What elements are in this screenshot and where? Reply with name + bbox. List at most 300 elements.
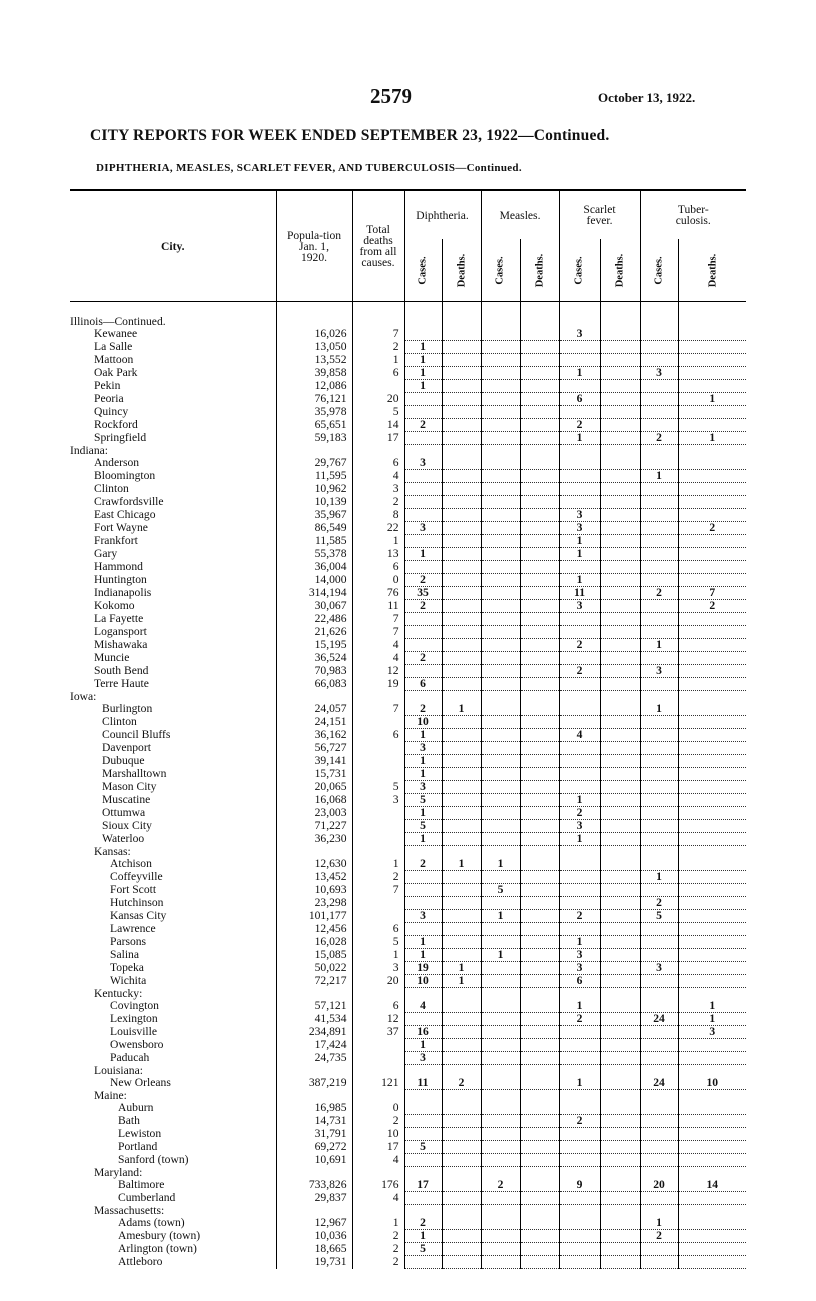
measles-deaths-cell: [520, 871, 559, 884]
scarlet-cases-cell: [559, 871, 600, 884]
scarlet-cases-cell: 2: [559, 1013, 600, 1026]
diphtheria-deaths-cell: [442, 393, 481, 406]
state-header-row: [70, 1090, 746, 1103]
page-date: October 13, 1922.: [598, 90, 696, 105]
diphtheria-cases-cell: 5: [404, 1141, 442, 1154]
measles-cases-cell: [481, 445, 520, 458]
total-deaths-cell: 3: [352, 483, 404, 496]
total-deaths-cell: 3: [352, 794, 404, 807]
table-row: [70, 975, 746, 988]
scarlet-cases-cell: 2: [559, 665, 600, 678]
scarlet-deaths-cell: [600, 1154, 640, 1167]
city-name: Frankfort: [94, 534, 138, 547]
diphtheria-cases-cell: 3: [404, 910, 442, 923]
measles-deaths-cell: [520, 1102, 559, 1115]
diphtheria-cases-cell: [404, 1128, 442, 1141]
table-row: [70, 729, 746, 742]
measles-cases-cell: [481, 1217, 520, 1230]
city-name: Bloomington: [94, 469, 156, 482]
diphtheria-cases-cell: 5: [404, 794, 442, 807]
measles-cases-cell: [481, 341, 520, 354]
scarlet-cases-cell: [559, 1230, 600, 1243]
measles-deaths-cell: [520, 768, 559, 781]
tuberculosis-deaths-cell: 1: [678, 432, 746, 445]
diphtheria-deaths-cell: [442, 884, 481, 897]
table-body: [70, 302, 746, 1269]
measles-cases-cell: [481, 522, 520, 535]
diphtheria-deaths-cell: [442, 742, 481, 755]
measles-cases-cell: 1: [481, 949, 520, 962]
measles-deaths-cell: [520, 949, 559, 962]
scarlet-deaths-cell: [600, 1102, 640, 1115]
table-row: [70, 910, 746, 923]
total-deaths-cell: [352, 755, 404, 768]
scarlet-deaths-cell: [600, 1192, 640, 1205]
total-deaths-cell: 2: [352, 1115, 404, 1128]
scarlet-deaths-cell: [600, 716, 640, 729]
table-row: [70, 561, 746, 574]
table-row: [70, 794, 746, 807]
total-deaths-cell: 5: [352, 781, 404, 794]
total-deaths-cell: 2: [352, 1230, 404, 1243]
scarlet-cases-cell: 1: [559, 1000, 600, 1013]
state-name: Louisiana:: [94, 1064, 143, 1077]
scarlet-deaths-cell: [600, 1128, 640, 1141]
diphtheria-cases-cell: 5: [404, 1243, 442, 1256]
total-deaths-cell: 7: [352, 626, 404, 639]
measles-deaths-cell: [520, 1052, 559, 1065]
diphtheria-deaths-cell: [442, 1039, 481, 1052]
tuberculosis-cases-cell: [640, 1205, 678, 1218]
tuberculosis-cases-cell: [640, 600, 678, 613]
scarlet-deaths-cell: [600, 1141, 640, 1154]
diphtheria-deaths-cell: [442, 949, 481, 962]
measles-cases-cell: [481, 470, 520, 483]
scarlet-cases-cell: [559, 755, 600, 768]
measles-cases-cell: [481, 962, 520, 975]
total-deaths-cell: 4: [352, 1154, 404, 1167]
diphtheria-deaths-cell: [442, 419, 481, 432]
diphtheria-deaths-cell: 1: [442, 975, 481, 988]
scarlet-cases-cell: 6: [559, 975, 600, 988]
city-name: Terre Haute: [94, 677, 149, 690]
tuberculosis-cases-cell: [640, 341, 678, 354]
measles-deaths-cell: [520, 897, 559, 910]
diphtheria-cases-cell: 10: [404, 716, 442, 729]
tuberculosis-deaths-cell: [678, 962, 746, 975]
measles-deaths-cell: [520, 1039, 559, 1052]
diphtheria-cases-cell: [404, 470, 442, 483]
total-deaths-cell: 17: [352, 432, 404, 445]
measles-cases-cell: [481, 639, 520, 652]
scarlet-deaths-cell: [600, 354, 640, 367]
scarlet-cases-header: [559, 239, 600, 302]
table-row: [70, 354, 746, 367]
measles-deaths-cell: [520, 1141, 559, 1154]
tuberculosis-deaths-cell: [678, 496, 746, 509]
city-name: Wichita: [110, 974, 147, 987]
diphtheria-cases-label: Cases.: [417, 256, 429, 285]
diphtheria-cases-cell: [404, 316, 442, 328]
tuberculosis-deaths-cell: 2: [678, 522, 746, 535]
tuberculosis-cases-cell: [640, 522, 678, 535]
population-cell: 10,691: [276, 1154, 352, 1167]
diphtheria-deaths-cell: [442, 574, 481, 587]
tuberculosis-deaths-cell: [678, 341, 746, 354]
table-row: [70, 341, 746, 354]
measles-cases-cell: [481, 354, 520, 367]
measles-cases-cell: [481, 988, 520, 1001]
diphtheria-deaths-cell: 1: [442, 962, 481, 975]
measles-deaths-header: [520, 239, 559, 302]
total-deaths-cell: 176: [352, 1179, 404, 1192]
measles-cases-cell: [481, 432, 520, 445]
tuberculosis-deaths-cell: [678, 1192, 746, 1205]
scarlet-cases-cell: [559, 561, 600, 574]
measles-deaths-cell: [520, 432, 559, 445]
total-deaths-cell: 4: [352, 652, 404, 665]
diphtheria-deaths-cell: [442, 1026, 481, 1039]
tuberculosis-deaths-cell: [678, 897, 746, 910]
total-deaths-cell: 4: [352, 639, 404, 652]
diphtheria-deaths-cell: [442, 341, 481, 354]
measles-cases-cell: [481, 652, 520, 665]
table-row: [70, 1052, 746, 1065]
total-deaths-cell: 5: [352, 936, 404, 949]
population-cell: [276, 846, 352, 859]
measles-deaths-cell: [520, 846, 559, 859]
tuberculosis-cases-cell: [640, 316, 678, 328]
population-cell: 29,767: [276, 457, 352, 470]
table-row: [70, 367, 746, 380]
city-name: Baltimore: [118, 1179, 165, 1192]
table-row: [70, 1179, 746, 1192]
tuberculosis-deaths-cell: 2: [678, 600, 746, 613]
measles-deaths-cell: [520, 884, 559, 897]
diphtheria-deaths-cell: [442, 1052, 481, 1065]
city-name: Attleboro: [118, 1255, 163, 1268]
table-row: [70, 1039, 746, 1052]
measles-deaths-cell: [520, 367, 559, 380]
measles-cases-cell: [481, 833, 520, 846]
scarlet-cases-cell: 1: [559, 432, 600, 445]
population-cell: 24,735: [276, 1052, 352, 1065]
diphtheria-deaths-cell: [442, 846, 481, 859]
scarlet-cases-cell: [559, 923, 600, 936]
state-name: Maine:: [94, 1089, 127, 1102]
scarlet-deaths-cell: [600, 665, 640, 678]
diphtheria-deaths-cell: 1: [442, 858, 481, 871]
scarlet-deaths-cell: [600, 975, 640, 988]
population-cell: 12,456: [276, 923, 352, 936]
population-cell: 66,083: [276, 678, 352, 691]
population-cell: 65,651: [276, 419, 352, 432]
total-deaths-cell: [352, 1052, 404, 1065]
table-row: [70, 652, 746, 665]
tuberculosis-cases-cell: [640, 1192, 678, 1205]
measles-deaths-cell: [520, 923, 559, 936]
scarlet-deaths-cell: [600, 949, 640, 962]
diphtheria-deaths-cell: [442, 781, 481, 794]
city-name: La Fayette: [94, 612, 144, 625]
population-cell: 12,086: [276, 380, 352, 393]
population-cell: 86,549: [276, 522, 352, 535]
diphtheria-cases-cell: 1: [404, 354, 442, 367]
population-cell: 22,486: [276, 613, 352, 626]
total-deaths-cell: 22: [352, 522, 404, 535]
city-name: Bath: [118, 1114, 140, 1127]
scarlet-cases-cell: [559, 496, 600, 509]
scarlet-deaths-cell: [600, 600, 640, 613]
tuberculosis-deaths-cell: [678, 807, 746, 820]
scarlet-deaths-cell: [600, 794, 640, 807]
tuberculosis-cases-cell: [640, 626, 678, 639]
city-name: Arlington (town): [118, 1242, 197, 1255]
measles-cases-cell: [481, 457, 520, 470]
header-spacer-row: [70, 302, 746, 317]
tuberculosis-cases-cell: [640, 691, 678, 704]
population-cell: 36,524: [276, 652, 352, 665]
total-deaths-cell: 7: [352, 884, 404, 897]
scarlet-deaths-cell: [600, 1167, 640, 1180]
tuberculosis-cases-cell: [640, 988, 678, 1001]
tuberculosis-cases-cell: [640, 1039, 678, 1052]
tuberculosis-deaths-cell: [678, 367, 746, 380]
measles-deaths-cell: [520, 1192, 559, 1205]
diphtheria-deaths-cell: [442, 1167, 481, 1180]
scarlet-cases-cell: [559, 1026, 600, 1039]
tuberculosis-cases-cell: 3: [640, 367, 678, 380]
city-name: Pekin: [94, 379, 121, 392]
measles-cases-cell: [481, 1102, 520, 1115]
tuberculosis-cases-cell: [640, 807, 678, 820]
diphtheria-deaths-cell: 1: [442, 703, 481, 716]
tuberculosis-deaths-cell: [678, 639, 746, 652]
measles-cases-cell: [481, 574, 520, 587]
measles-cases-cell: [481, 561, 520, 574]
tuberculosis-deaths-cell: [678, 716, 746, 729]
total-deaths-cell: 17: [352, 1141, 404, 1154]
population-cell: 36,162: [276, 729, 352, 742]
measles-cases-cell: [481, 483, 520, 496]
table-row: [70, 768, 746, 781]
scarlet-cases-cell: [559, 703, 600, 716]
tuberculosis-deaths-cell: 1: [678, 1000, 746, 1013]
state-name: Indiana:: [70, 444, 108, 457]
scarlet-cases-cell: [559, 1154, 600, 1167]
population-cell: 36,004: [276, 561, 352, 574]
total-deaths-cell: 8: [352, 509, 404, 522]
tuberculosis-cases-cell: [640, 1052, 678, 1065]
tuberculosis-cases-cell: [640, 820, 678, 833]
measles-cases-cell: [481, 742, 520, 755]
scarlet-deaths-cell: [600, 1013, 640, 1026]
diphtheria-deaths-cell: [442, 367, 481, 380]
state-header-row: [70, 988, 746, 1001]
scarlet-cases-cell: 2: [559, 807, 600, 820]
population-cell: 59,183: [276, 432, 352, 445]
measles-deaths-cell: [520, 962, 559, 975]
measles-cases-cell: [481, 548, 520, 561]
city-name: Anderson: [94, 457, 140, 470]
scarlet-cases-cell: [559, 406, 600, 419]
diphtheria-cases-cell: [404, 613, 442, 626]
city-name: Parsons: [110, 935, 147, 948]
population-cell: 10,139: [276, 496, 352, 509]
tuberculosis-deaths-cell: [678, 820, 746, 833]
measles-deaths-cell: [520, 445, 559, 458]
city-name: Covington: [110, 1000, 159, 1013]
tuberculosis-deaths-cell: [678, 846, 746, 859]
diphtheria-deaths-cell: [442, 1013, 481, 1026]
city-name: Muscatine: [102, 793, 151, 806]
tuberculosis-deaths-cell: [678, 457, 746, 470]
scarlet-cases-cell: [559, 988, 600, 1001]
population-cell: 19,731: [276, 1256, 352, 1269]
tuberculosis-cases-cell: [640, 393, 678, 406]
city-name: Logansport: [94, 625, 147, 638]
total-deaths-cell: 6: [352, 923, 404, 936]
total-deaths-cell: 14: [352, 419, 404, 432]
measles-deaths-cell: [520, 1256, 559, 1269]
city-name: Topeka: [110, 961, 144, 974]
city-name: Auburn: [118, 1102, 154, 1115]
diphtheria-cases-cell: 1: [404, 833, 442, 846]
scarlet-deaths-cell: [600, 574, 640, 587]
total-deaths-cell: 2: [352, 1243, 404, 1256]
scarlet-cases-cell: 3: [559, 509, 600, 522]
state-name: Iowa:: [70, 690, 97, 703]
tuberculosis-deaths-cell: [678, 678, 746, 691]
population-cell: [276, 1167, 352, 1180]
measles-cases-cell: [481, 1052, 520, 1065]
total-deaths-cell: [352, 846, 404, 859]
population-cell: 12,967: [276, 1217, 352, 1230]
measles-deaths-cell: [520, 729, 559, 742]
measles-deaths-cell: [520, 1217, 559, 1230]
scarlet-cases-cell: [559, 716, 600, 729]
city-name: Mason City: [102, 780, 157, 793]
city-name: Paducah: [110, 1051, 150, 1064]
scarlet-deaths-cell: [600, 781, 640, 794]
table-row: [70, 600, 746, 613]
tuberculosis-deaths-cell: [678, 665, 746, 678]
measles-cases-cell: [481, 367, 520, 380]
scarlet-deaths-cell: [600, 962, 640, 975]
tuberculosis-deaths-cell: 1: [678, 393, 746, 406]
total-deaths-cell: 1: [352, 1217, 404, 1230]
diphtheria-deaths-cell: [442, 316, 481, 328]
city-name: Atchison: [110, 858, 152, 871]
measles-deaths-cell: [520, 626, 559, 639]
city-name: Muncie: [94, 651, 130, 664]
tuberculosis-deaths-cell: [678, 419, 746, 432]
measles-cases-cell: [481, 380, 520, 393]
diphtheria-cases-cell: [404, 1102, 442, 1115]
measles-deaths-cell: [520, 1243, 559, 1256]
diphtheria-deaths-cell: [442, 445, 481, 458]
table-row: [70, 1026, 746, 1039]
scarlet-cases-cell: [559, 613, 600, 626]
scarlet-deaths-cell: [600, 1077, 640, 1090]
measles-deaths-cell: [520, 509, 559, 522]
scarlet-cases-cell: 2: [559, 419, 600, 432]
diphtheria-cases-cell: 1: [404, 768, 442, 781]
city-name: Davenport: [102, 741, 151, 754]
city-name: Fort Wayne: [94, 521, 148, 534]
tuberculosis-deaths-cell: [678, 1052, 746, 1065]
tuberculosis-cases-cell: [640, 483, 678, 496]
population-cell: 733,826: [276, 1179, 352, 1192]
population-cell: [276, 1065, 352, 1078]
city-name: Sanford (town): [118, 1153, 189, 1166]
diphtheria-cases-cell: 2: [404, 600, 442, 613]
diphtheria-deaths-cell: [442, 1065, 481, 1078]
diphtheria-cases-cell: 1: [404, 949, 442, 962]
tuberculosis-cases-cell: [640, 781, 678, 794]
total-deaths-cell: 7: [352, 328, 404, 341]
measles-cases-cell: [481, 755, 520, 768]
table-row: [70, 923, 746, 936]
diphtheria-deaths-cell: [442, 1179, 481, 1192]
diphtheria-cases-cell: 3: [404, 781, 442, 794]
tuberculosis-deaths-cell: [678, 483, 746, 496]
total-deaths-cell: 6: [352, 729, 404, 742]
total-deaths-cell: 19: [352, 678, 404, 691]
total-deaths-cell: 13: [352, 548, 404, 561]
diphtheria-deaths-cell: [442, 807, 481, 820]
table-row: [70, 483, 746, 496]
diphtheria-cases-cell: [404, 1065, 442, 1078]
tuberculosis-deaths-cell: 7: [678, 587, 746, 600]
scarlet-deaths-header: [600, 239, 640, 302]
table-row: [70, 897, 746, 910]
table-row: [70, 457, 746, 470]
scarlet-deaths-cell: [600, 457, 640, 470]
city-name: Ottumwa: [102, 806, 146, 819]
total-deaths-cell: 4: [352, 470, 404, 483]
measles-cases-cell: [481, 1192, 520, 1205]
tuberculosis-deaths-cell: [678, 1256, 746, 1269]
measles-cases-cell: [481, 678, 520, 691]
population-cell: 24,151: [276, 716, 352, 729]
diphtheria-cases-cell: [404, 1154, 442, 1167]
scarlet-cases-cell: 1: [559, 794, 600, 807]
total-deaths-cell: 20: [352, 393, 404, 406]
tuberculosis-deaths-cell: [678, 1090, 746, 1103]
diphtheria-cases-cell: 2: [404, 703, 442, 716]
city-name: Burlington: [102, 703, 153, 716]
total-deaths-cell: [352, 820, 404, 833]
tuberculosis-cases-cell: [640, 1000, 678, 1013]
measles-deaths-cell: [520, 483, 559, 496]
measles-deaths-cell: [520, 716, 559, 729]
city-name: Owensboro: [110, 1038, 164, 1051]
diphtheria-cases-cell: 2: [404, 652, 442, 665]
measles-cases-cell: [481, 1256, 520, 1269]
total-deaths-cell: [352, 768, 404, 781]
scarlet-cases-cell: [559, 1217, 600, 1230]
table-row: [70, 393, 746, 406]
total-deaths-cell: 3: [352, 962, 404, 975]
scarlet-cases-cell: [559, 341, 600, 354]
scarlet-cases-cell: 1: [559, 535, 600, 548]
city-name: Lawrence: [110, 922, 156, 935]
measles-cases-cell: [481, 729, 520, 742]
scarlet-deaths-cell: [600, 328, 640, 341]
scarlet-cases-cell: [559, 1167, 600, 1180]
measles-cases-cell: 1: [481, 858, 520, 871]
